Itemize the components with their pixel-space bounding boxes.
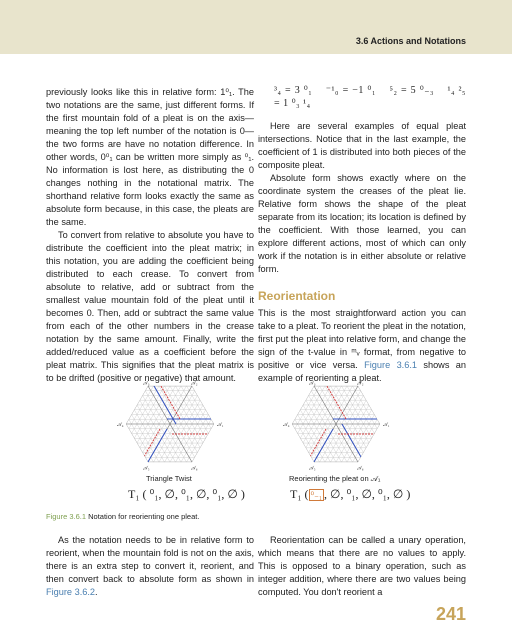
figure-label-left: Triangle Twist	[146, 474, 192, 483]
notation-right: T₁ ( ⁰₋₁ , ∅, ⁰₁, ∅, ⁰₁, ∅ )	[290, 487, 411, 501]
left-paragraph-1: previously looks like this in relative form: 1⁰₁. The two notations are the same, just different forms. If the first mountain fold of a pleat is on the axis—meaning the top left number of the notation is 0—the two forms are have no notation difference. In other words, 0⁰₁ can be written more simply as ⁰₁. No information is lost here, as distributing the 0 changes nothing in the notational matrix. The shorthand relative form looks exactly the same as absolute form because, in this case, the pleats are the same.	[46, 87, 254, 227]
section-title: Reorientation	[258, 289, 336, 303]
grid-line	[181, 374, 225, 443]
caption-number: Figure 3.6.1	[46, 512, 87, 521]
grid-line	[127, 398, 171, 474]
axis-label: 𝒜₆	[191, 466, 198, 472]
figure-label-right: Reorienting the pleat on 𝒜₁	[289, 474, 381, 483]
valley-fold-line	[324, 381, 346, 419]
grid-line	[318, 388, 362, 464]
axis-label: 𝒜₆	[357, 466, 364, 472]
axis-label: 𝒜₁	[217, 423, 224, 428]
grid-line	[281, 374, 325, 443]
grid-line	[289, 400, 333, 474]
grid-line	[123, 400, 167, 474]
axis-label: 𝒜₂	[357, 381, 364, 387]
axis-label: 𝒜₃	[309, 381, 316, 387]
grid-line	[302, 393, 346, 472]
page-number: 241	[435, 604, 466, 624]
grid-line	[136, 393, 180, 472]
grid-line	[144, 388, 188, 464]
right-paragraph-2: Absolute form shows exactly where on the coordinate system the creases of the pleat lie. Relative form shows the shape of the pleat separate from its location; its location is defined by the coefficient. With those learned, you can explore different actions, most of which can only work if the notation is in either absolute or relative form.	[258, 173, 466, 274]
grid-line	[281, 405, 325, 474]
axis-label: 𝒜₄	[117, 423, 124, 428]
equation-1: ³₄ = 3 ⁰₁	[274, 85, 313, 96]
grid-line	[339, 400, 383, 474]
right-paragraph-3: This is the most straightforward action you can take to a pleat. To reorient the pleat in the notation, first put the pleat into relative form, and change the sign of the t-value in ᵐᵥ format, from negative to positive or vice versa. Figure 3.6.1 shows an example of reorienting a pleat.	[258, 308, 466, 383]
left-paragraph-2: To convert from relative to absolute you have to distribute the coefficient into the pleat matrix; in this notation, you are adding the coefficient being distributed to each crease. To convert from absolute to relative, add or subtract from the smallest value mountain fold of the pleat until it becomes 0. Then, add or subtract the same value from each of the other numbers in the crease notation by the same amount. Finally, write the added/reduced value as a coefficient before the pleat matrix. This signifies that the pleat matrix is to be drifted (positive or negative) that amount.	[46, 230, 254, 383]
mountain-fold-line	[145, 429, 167, 467]
mountain-fold-line	[311, 429, 333, 467]
grid-line	[115, 374, 159, 443]
left-column	[46, 86, 254, 385]
axis-label: 𝒜₅	[143, 466, 150, 472]
grid-line	[335, 398, 379, 474]
valley-fold-line	[138, 429, 160, 467]
equation-4: ¹₄ ²₅ = 1 ⁰₃ ¹₄	[274, 85, 467, 109]
grid-line	[115, 405, 159, 474]
notation-left: T₁ ( ⁰₁, ∅, ⁰₁, ∅, ⁰₁, ∅ )	[128, 487, 245, 501]
figure-caption: Figure 3.6.1 Notation for reorienting one pleat.	[46, 512, 200, 521]
equation-2: ⁻¹₀ = −1 ⁰₁	[325, 85, 376, 96]
grid-line	[173, 400, 217, 474]
bottom-right-paragraph: Reorientation can be called a unary operation, which means that there are no values to apply. This is opposed to a binary operation, such as integer addition, where there are two values being computed. You don't reorient a	[258, 535, 466, 597]
grid-line	[136, 379, 180, 455]
grid-line	[152, 388, 196, 464]
grid-line	[160, 379, 204, 455]
axis-label: 𝒜₂	[191, 381, 198, 387]
equation-row	[274, 84, 466, 110]
bottom-left-paragraph: As the notation needs to be in relative form to reorient, when the mountain fold is not on the axis, there is an extra step to convert it, reorient, and then convert back to absolute form as shown in Figure 3.6.2.	[46, 535, 254, 597]
valley-fold-line	[304, 429, 326, 467]
right-column	[258, 84, 466, 385]
grid-line	[181, 405, 225, 474]
grid-line	[326, 393, 370, 472]
grid-line	[347, 405, 391, 474]
reoriented-pleat-diagram	[280, 374, 392, 474]
grid-line	[326, 379, 370, 455]
highlighted-term: ⁰₋₁	[310, 490, 323, 500]
valley-fold-line	[158, 381, 180, 419]
bottom-right-column	[258, 534, 466, 599]
triangle-twist-diagram	[114, 374, 226, 474]
grid-line	[293, 398, 337, 474]
grid-line	[169, 398, 213, 474]
axis-label: 𝒜₁	[383, 423, 390, 428]
running-head: 3.6 Actions and Notations	[355, 36, 466, 46]
figure-link[interactable]: Figure 3.6.1	[364, 360, 417, 370]
axis-label: 𝒜₃	[143, 381, 150, 387]
right-paragraph-1: Here are several examples of equal pleat intersections. Notice that in the last example, the coefficient of 1 is distributed into both pieces of the composite pleat.	[258, 121, 466, 170]
grid-line	[310, 388, 354, 464]
equation-3: ⁵₂ = 5 ⁰₋₃	[389, 85, 434, 96]
axis-label: 𝒜₄	[283, 423, 290, 428]
figure-link-2[interactable]: Figure 3.6.2	[46, 587, 96, 597]
grid-line	[160, 393, 204, 472]
grid-line	[347, 374, 391, 443]
axis-label: 𝒜₅	[309, 466, 316, 472]
grid-line	[302, 379, 346, 455]
bottom-left-column	[46, 534, 254, 599]
